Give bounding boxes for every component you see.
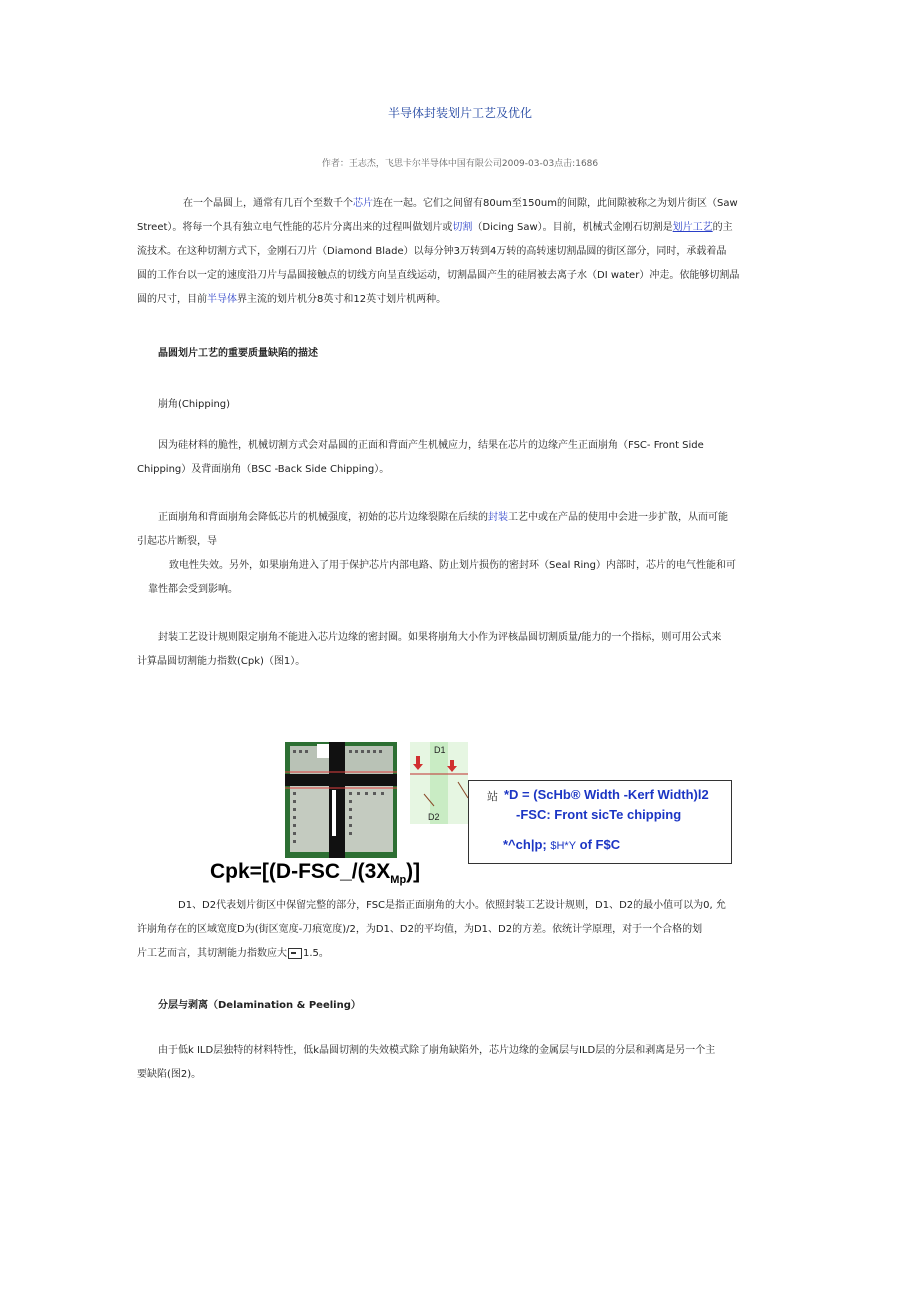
cpk-formula: $Cpk=[(D-FSC\_/(3X_{Mp})]$ (210, 860, 421, 887)
intro-text: 的主 (712, 222, 733, 233)
intro-paragraph (137, 192, 777, 312)
intro-text: 圆的尺寸，目前 (137, 294, 207, 305)
para-text: 计算晶圆切割能力指数(Cpk)（图1）。 (137, 656, 306, 667)
intro-text: Street）。将每一个具有独立电气性能的芯片分离出来的过程叫做划片或 (137, 222, 453, 233)
para-text: 1.5。 (303, 948, 329, 959)
chip-link[interactable]: 芯片 (353, 198, 373, 209)
page-title: 半导体封装划片工艺及优化 (387, 106, 532, 120)
para-text: 工艺中或在产品的使用中会进一步扩散，从而可能 (508, 512, 728, 523)
formula-box (468, 780, 732, 864)
dicing-link[interactable]: 切割 (452, 222, 473, 233)
para-text: 由于低k ILD层独特的材料特性，低k晶圆切割的失效模式除了崩角缺陷外，芯片边缘的金属层与ILD层的分层和剥离是另一个主 (158, 1045, 716, 1056)
para-text: 要缺陷(图2)。 (137, 1069, 202, 1080)
para-text: 片工艺而言，其切割能力指数应大 (137, 948, 287, 959)
para-text: 许崩角存在的区域宽度D为(街区宽度-刀痕宽度)/2，为D1、D2的平均值，为D1、D2的方差。依统计学原理，对于一个合格的划 (137, 924, 703, 935)
intro-text: 圆的工作台以一定的速度沿刀片与晶圆接触点的切线方向呈直线运动，切割晶圆产生的硅屑被去离子水（DI water）冲走。依能够切割晶 (137, 270, 740, 281)
intro-text: 连在一起。它们之间留有80um至150um的间隙，此间隙被称之为划片街区（Saw (373, 198, 738, 209)
intro-text: 在一个晶圆上，通常有几百个至数千个 (183, 198, 353, 209)
d1-d2-detail-diagram (410, 742, 468, 824)
label-d2: D2 (428, 812, 440, 822)
formula-line-chip: *^ch|p; (503, 837, 547, 852)
wafer-dicing-image (285, 742, 397, 858)
intro-text: （Dicing Saw）。目前，机械式金刚石切割是 (472, 222, 673, 233)
box-prefix: 站 (487, 790, 498, 803)
formula-line-d: *D = (ScHb® Width -Kerf Width)l2 (504, 787, 709, 802)
dicing-process-link[interactable]: 划片工艺 (672, 222, 713, 233)
para-text: 正面崩角和背面崩角会降低芯片的机械强度，初始的芯片边缘裂隙在后续的 (158, 512, 488, 523)
label-d1: D1 (434, 745, 446, 755)
delamination-paragraph (137, 1039, 777, 1087)
para-text: Chipping）及背面崩角（BSC -Back Side Chipping）。 (137, 464, 390, 475)
section-heading-defects: 晶圆划片工艺的重要质量缺陷的描述 (158, 348, 318, 359)
intro-text: 界主流的划片机分8英寸和12英寸划片机两种。 (237, 294, 447, 305)
d1-d2-paragraph (137, 894, 777, 966)
para-text: 靠性都会受到影响。 (148, 584, 238, 595)
subheading-chipping: 崩角(Chipping) (158, 399, 231, 410)
package-link[interactable]: 封装 (488, 512, 508, 523)
chipping-effect-paragraph (137, 506, 777, 602)
formula-line-fsc: -FSC: Front sicTe chipping (516, 807, 682, 822)
para-text: 致电性失效。另外，如果崩角进入了用于保护芯片内部电路、防止划片损伤的密封环（Seal Ring）内部时，芯片的电气性能和可 (169, 560, 736, 571)
para-text: 因为硅材料的脆性，机械切割方式会对晶圆的正面和背面产生机械应力，结果在芯片的边缘产生正面崩角（FSC- Front Side (158, 440, 704, 451)
formula-line-chip: $H*Y (550, 840, 577, 852)
para-text: 封装工艺设计规则限定崩角不能进入芯片边缘的密封圈。如果将崩角大小作为评核晶圆切割质量/能力的一个指标，则可用公式来 (158, 632, 722, 643)
para-text: D1、D2代表划片街区中保留完整的部分，FSC是指正面崩角的大小。依照封装工艺设计规则，D1、D2的最小值可以为0, 允 (178, 900, 726, 911)
cpk-intro-paragraph (137, 626, 777, 674)
intro-text: 流技术。在这种切割方式下，金刚石刀片（Diamond Blade）以每分钟3万转到4万转的高转速切割晶圆的街区部分，同时，承载着晶 (137, 246, 727, 257)
article-meta: 作者：王志杰，飞思卡尔半导体中国有限公司2009-03-03点击:1686 (321, 159, 599, 169)
section-heading-delamination: 分层与剥离（Delamination & Peeling） (158, 1000, 361, 1011)
inline-image-icon (288, 948, 302, 959)
formula-line-chip: of F$C (579, 837, 621, 852)
semiconductor-link[interactable]: 半导体 (207, 294, 237, 305)
chipping-paragraph (137, 434, 777, 482)
para-text: 引起芯片断裂，导 (137, 536, 217, 547)
